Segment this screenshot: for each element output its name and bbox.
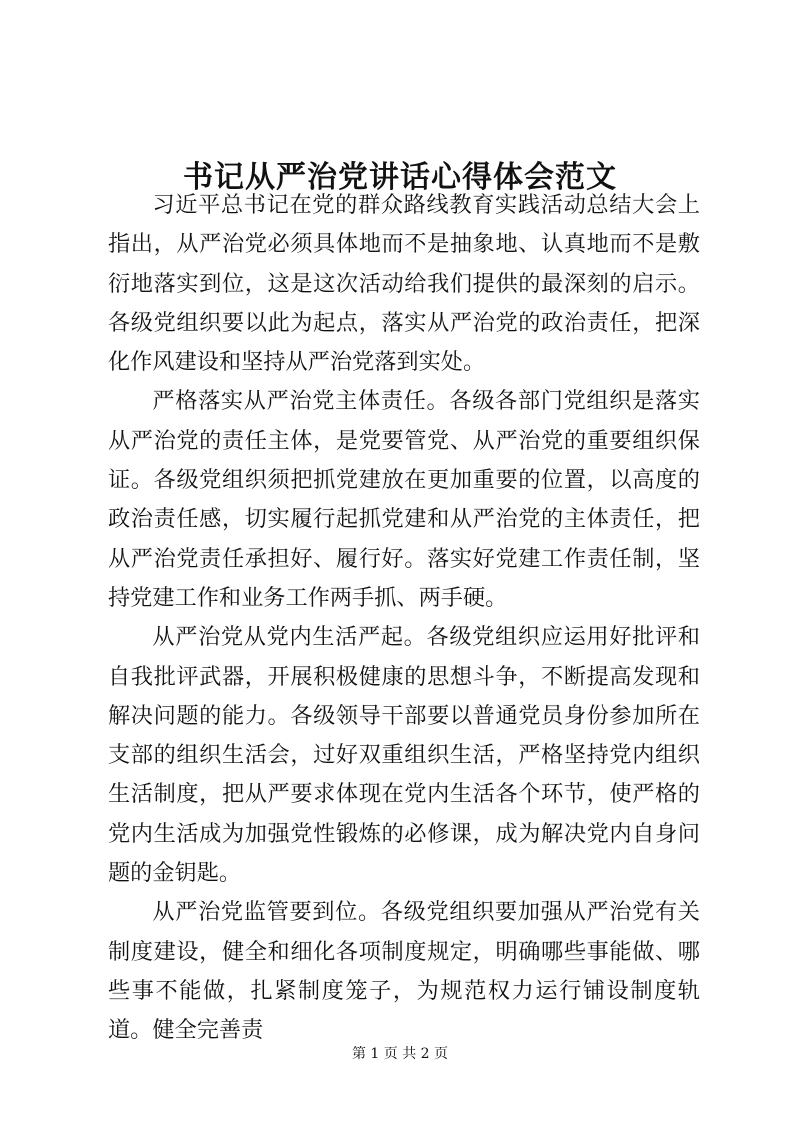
- paragraph-1: 习近平总书记在党的群众路线教育实践活动总结大会上指出，从严治党必须具体地而不是抽象地、认真地而不是敷衍地落实到位，这是这次活动给我们提供的最深刻的启示。各级党组织要以此为起点，落实从严治党的政治责任，把深化作风建设和坚持从严治党落到实处。: [108, 192, 700, 376]
- document-title: 书记从严治党讲话心得体会范文: [183, 160, 617, 196]
- paragraph-2: 严格落实从严治党主体责任。各级各部门党组织是落实从严治党的责任主体，是党要管党、从严治党的重要组织保证。各级党组织须把抓党建放在更加重要的位置，以高度的政治责任感，切实履行起抓党建和从严治党的主体责任，把从严治党责任承担好、履行好。落实好党建工作责任制，坚持党建工作和业务工作两手抓、两手硬。: [108, 388, 700, 611]
- page-footer: 第 1 页 共 2 页: [351, 1046, 449, 1062]
- document-body: [108, 186, 700, 1051]
- paragraph-4: 从严治党监管要到位。各级党组织要加强从严治党有关制度建设，健全和细化各项制度规定，明确哪些事能做、哪些事不能做，扎紧制度笼子，为规范权力运行铺设制度轨道。健全完善责: [108, 899, 700, 1044]
- paragraph-3: 从严治党从党内生活严起。各级党组织应运用好批评和自我批评武器，开展积极健康的思想斗争，不断提高发现和解决问题的能力。各级领导干部要以普通党员身份参加所在支部的组织生活会，过好双重组织生活，严格坚持党内组织生活制度，把从严要求体现在党内生活各个环节，使严格的党内生活成为加强党性锻炼的必修课，成为解决党内自身问题的金钥匙。: [108, 624, 700, 887]
